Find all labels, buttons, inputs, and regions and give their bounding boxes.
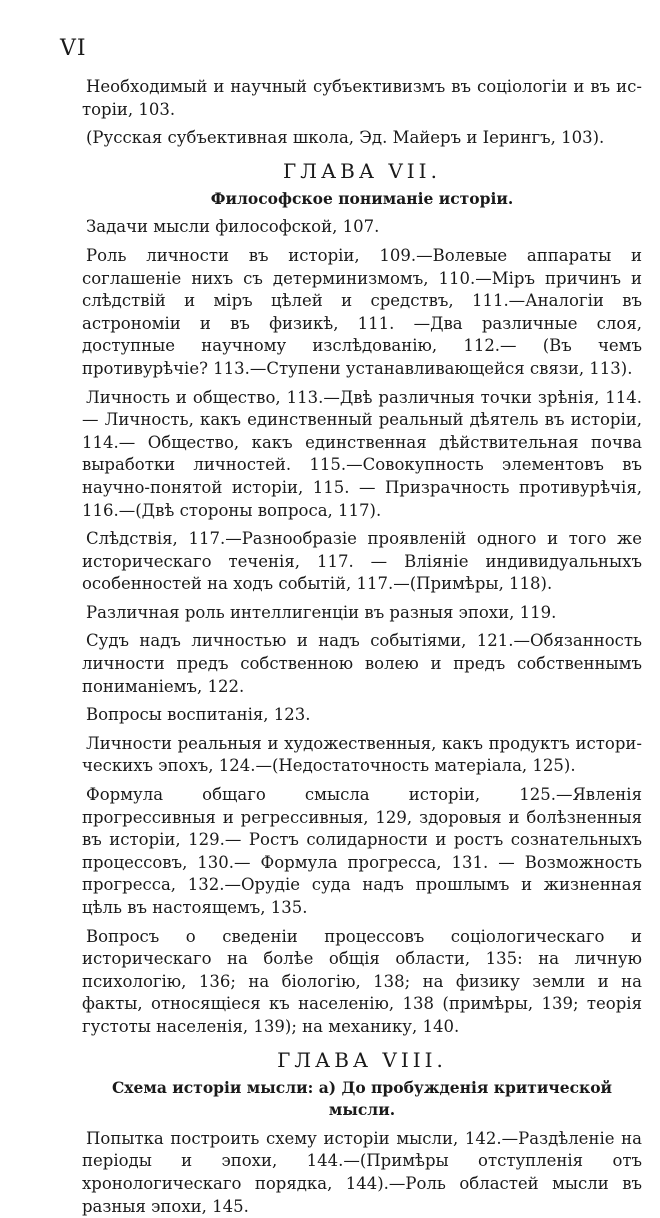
page-number: VI <box>60 36 87 61</box>
contents-paragraph: Попытка построить схему исторіи мысли, 142.—Раздѣленіе на періоды и эпохи, 144.—(Примѣры отступленія отъ хронологическаго порядка, 144).—Роль областей мысли въ разныя эпохи, 145. <box>82 1128 642 1216</box>
intro-paragraph: (Русская субъективная школа, Эд. Майеръ и Іерингъ, 103). <box>86 128 605 148</box>
chapter-8-heading: ГЛАВА VIII. <box>277 1047 447 1072</box>
contents-paragraph: Личности реальныя и художественныя, какъ продуктъ историческихъ эпохъ, 124.—(Недостаточность матеріала, 125). <box>82 733 642 776</box>
table-of-contents <box>82 76 642 1218</box>
chapter-8-title: Схема исторіи мысли: а) До пробужденія критической мысли. <box>111 1077 613 1120</box>
contents-paragraph: Слѣдствія, 117.—Разнообразіе проявленій одного и того же историческаго теченія, 117. — Вліяніе индивидуальныхъ особенностей на ходъ событій, 117.—(Примѣры, 118). <box>82 529 642 594</box>
contents-paragraph: Личность и общество, 113.—Двѣ различныя точки зрѣнія, 114.— Личность, какъ единственный реальный дѣятель въ исторіи, 114.— Общество, какъ единственная дѣйствительная почва выработки личностей. 115.—Совокупность элементовъ въ научно-понятой исторіи, 115. — Призрачность противурѣчія, 116.—(Двѣ стороны вопроса, 117). <box>82 387 642 520</box>
contents-paragraph: Различная роль интеллигенціи въ разныя эпохи, 119. <box>86 602 557 622</box>
contents-paragraph: Роль личности въ исторіи, 109.—Волевые аппараты и соглашеніе нихъ съ детерминизмомъ, 110.—Міръ причинъ и слѣдствій и міръ цѣлей и средствъ, 111.—Аналогіи въ астрономіи и въ физикѣ, 111. —Два различные слоя, доступные научному изслѣдованію, 112.— (Въ чемъ противурѣчіе? 113.—Ступени устанавливающейся связи, 113). <box>82 245 642 378</box>
contents-paragraph: Задачи мысли философской, 107. <box>86 217 380 237</box>
contents-paragraph: Судъ надъ личностью и надъ событіями, 121.—Обязанность личности предъ собственною волею и предъ собственнымъ пониманіемъ, 122. <box>82 631 642 696</box>
intro-paragraph: Необходимый и научный субъективизмъ въ соціологіи и въ исторіи, 103. <box>82 77 642 119</box>
contents-paragraph: Вопросъ о сведеніи процессовъ соціологическаго и историческаго на болѣе общія области, 135: на личную психологію, 136; на біологію, 138; на физику земли и на факты, относящіеся къ населенію, 138 (примѣры, 139; теорія густоты населенія, 139); на механику, 140. <box>82 926 642 1036</box>
chapter-7-title: Философское пониманіе исторіи. <box>210 188 514 208</box>
contents-paragraph: Формула общаго смысла исторіи, 125.—Явленія прогрессивныя и регрессивныя, 129, здоровыя и болѣзненныя въ исторіи, 129.— Ростъ солидарности и ростъ сознательныхъ процессовъ, 130.— Формула прогресса, 131. — Возможность прогресса, 132.—Орудіе суда надъ прошлымъ и жизненная цѣль въ настоящемъ, 135. <box>82 785 642 917</box>
chapter-7-heading: ГЛАВА VII. <box>283 158 441 183</box>
contents-paragraph: Вопросы воспитанія, 123. <box>86 705 311 725</box>
